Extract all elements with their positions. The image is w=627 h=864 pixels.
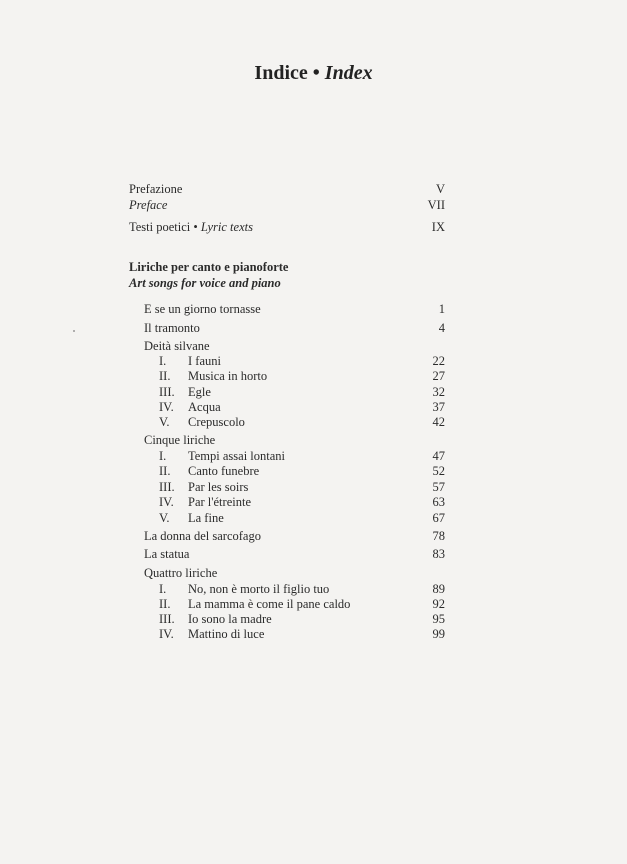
- toc-subentry: [144, 596, 445, 612]
- toc-entry-lyric-texts: [129, 219, 445, 235]
- roman-numeral: IV.: [159, 400, 174, 414]
- paper-speck: [73, 330, 75, 332]
- entry-label-italic: Lyric texts: [200, 220, 253, 234]
- entry-page: 1: [438, 302, 445, 316]
- roman-numeral: III.: [159, 385, 175, 399]
- entry-label: Testi poetici: [129, 220, 191, 234]
- subentry-title: No, non è morto il figlio tuo: [188, 582, 330, 596]
- roman-numeral: I.: [159, 449, 167, 463]
- toc-group-deita-silvane: [144, 338, 445, 354]
- roman-numeral: V.: [159, 511, 170, 525]
- entry-page: 47: [432, 449, 445, 463]
- entry-page: 63: [432, 495, 445, 509]
- entry-page: 95: [432, 612, 445, 626]
- subentry-title: Io sono la madre: [188, 612, 272, 626]
- toc-entry-la-statua: [144, 546, 445, 562]
- subentry-title: Canto funebre: [188, 464, 260, 478]
- section-title: Liriche per canto e pianoforte: [129, 260, 289, 274]
- roman-numeral: II.: [159, 464, 171, 478]
- entry-page: 89: [432, 582, 445, 596]
- subentry-title: I fauni: [188, 354, 221, 368]
- toc-subentry: [144, 463, 445, 479]
- entry-page: 67: [432, 511, 445, 525]
- subentry-title: La mamma è come il pane caldo: [188, 597, 351, 611]
- title-italic: Index: [324, 62, 373, 84]
- title-main: Indice: [254, 62, 308, 84]
- entry-label: Preface: [129, 198, 168, 212]
- group-label: Quattro liriche: [144, 566, 218, 580]
- roman-numeral: I.: [159, 354, 167, 368]
- entry-page: 83: [432, 547, 445, 561]
- toc-entry-il-tramonto: [144, 320, 445, 336]
- toc-subentry: [144, 479, 445, 495]
- entry-page: V: [435, 182, 445, 196]
- toc-subentry: [144, 611, 445, 627]
- entry-page: IX: [431, 220, 445, 234]
- title-separator: •: [312, 62, 320, 84]
- entry-label: La donna del sarcofago: [144, 529, 261, 543]
- subentry-title: Egle: [188, 385, 211, 399]
- entry-separator: •: [193, 220, 198, 234]
- entry-page: 57: [432, 480, 445, 494]
- toc-subentry: [144, 384, 445, 400]
- toc-entry-e-se-un-giorno: [144, 301, 445, 317]
- entry-page: 27: [432, 369, 445, 383]
- entry-page: VII: [427, 198, 445, 212]
- subentry-title: Par l'étreinte: [188, 495, 251, 509]
- roman-numeral: III.: [159, 612, 175, 626]
- toc-subentry: [144, 581, 445, 597]
- entry-label: La statua: [144, 547, 190, 561]
- entry-page: 32: [432, 385, 445, 399]
- toc-group-cinque-liriche: [144, 432, 445, 448]
- toc-subentry: [144, 510, 445, 526]
- toc-group-quattro-liriche: [144, 565, 445, 581]
- toc-subentry: [144, 399, 445, 415]
- roman-numeral: IV.: [159, 627, 174, 641]
- roman-numeral: II.: [159, 597, 171, 611]
- entry-label: E se un giorno tornasse: [144, 302, 261, 316]
- toc-subentry: [144, 448, 445, 464]
- toc-entry-la-donna-del-sarcofago: [144, 528, 445, 544]
- entry-label: Prefazione: [129, 182, 183, 196]
- entry-page: 4: [438, 321, 445, 335]
- group-label: Deità silvane: [144, 339, 210, 353]
- subentry-title: Mattino di luce: [188, 627, 265, 641]
- toc-entry-preface: [129, 197, 445, 213]
- subentry-title: Tempi assai lontani: [188, 449, 286, 463]
- roman-numeral: V.: [159, 415, 170, 429]
- entry-page: 37: [432, 400, 445, 414]
- subentry-title: Par les soirs: [188, 480, 249, 494]
- roman-numeral: III.: [159, 480, 175, 494]
- entry-page: 78: [432, 529, 445, 543]
- entry-page: 92: [432, 597, 445, 611]
- roman-numeral: II.: [159, 369, 171, 383]
- toc-subentry: [144, 414, 445, 430]
- entry-page: 22: [432, 354, 445, 368]
- subentry-title: Crepuscolo: [188, 415, 245, 429]
- toc-subentry: [144, 368, 445, 384]
- toc-subentry: [144, 494, 445, 510]
- group-label: Cinque liriche: [144, 433, 216, 447]
- toc-subentry: [144, 626, 445, 642]
- toc-subentry: [144, 353, 445, 369]
- roman-numeral: IV.: [159, 495, 174, 509]
- entry-label: Il tramonto: [144, 321, 200, 335]
- entry-page: 52: [432, 464, 445, 478]
- entry-page: 99: [432, 627, 445, 641]
- toc-entry-prefazione: [129, 181, 445, 197]
- subentry-title: Musica in horto: [188, 369, 268, 383]
- entry-page: 42: [432, 415, 445, 429]
- subentry-title: Acqua: [188, 400, 221, 414]
- roman-numeral: I.: [159, 582, 167, 596]
- subentry-title: La fine: [188, 511, 224, 525]
- page-title: [0, 62, 627, 85]
- section-subtitle: Art songs for voice and piano: [129, 276, 281, 290]
